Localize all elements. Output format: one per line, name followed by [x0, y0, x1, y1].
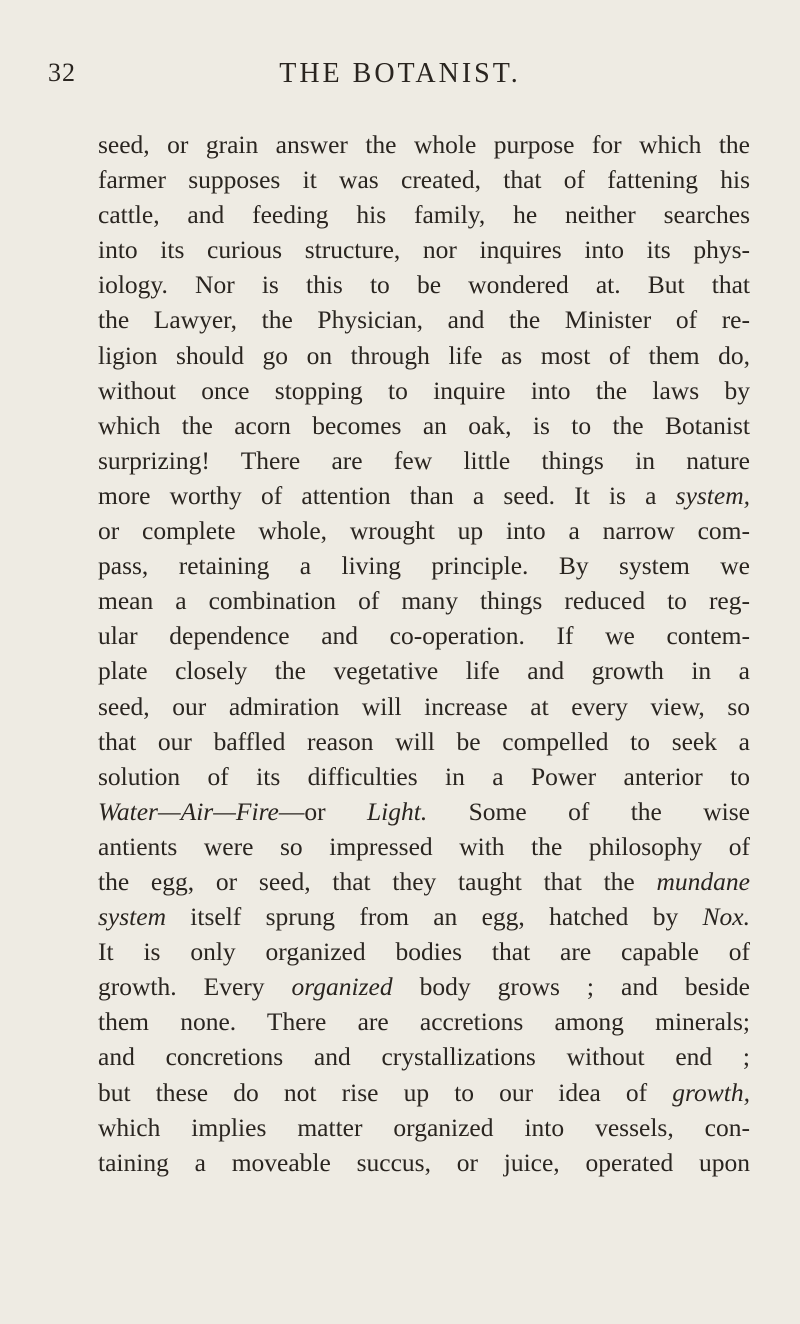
page-number: 32	[48, 58, 76, 87]
text-line	[98, 618, 750, 653]
text-line	[98, 338, 750, 373]
text-line	[98, 1004, 750, 1039]
text-segment: into its curious structure, nor inquires into its phys-	[98, 235, 750, 265]
text-segment: It is only organized bodies that are capable of	[98, 937, 750, 967]
text-line	[98, 232, 750, 267]
text-line	[98, 829, 750, 864]
text-segment: iology. Nor is this to be wondered at. But that	[98, 270, 750, 300]
text-segment: ligion should go on through life as most of them do,	[98, 340, 750, 370]
text-segment: —or	[278, 796, 367, 826]
text-line	[98, 1039, 750, 1074]
italic-text: growth,	[672, 1077, 750, 1107]
text-segment: taining a moveable succus, or juice, operated upon	[98, 1147, 750, 1177]
text-segment: itself sprung from an egg, hatched by	[165, 902, 703, 932]
italic-text: system	[98, 902, 166, 932]
text-segment: mean a combination of many things reduced to reg-	[98, 586, 750, 616]
text-segment: which the acorn becomes an oak, is to the Botanist	[98, 410, 750, 440]
text-line	[98, 1075, 750, 1110]
text-line	[98, 899, 750, 934]
text-segment: body grows ; and beside	[392, 972, 750, 1002]
text-segment: which implies matter organized into vessels, con-	[98, 1112, 750, 1142]
text-line	[98, 759, 750, 794]
text-segment: or complete whole, wrought up into a narrow com-	[98, 516, 750, 546]
text-line	[98, 267, 750, 302]
text-line	[98, 548, 750, 583]
italic-text: system,	[675, 480, 750, 510]
text-line	[98, 197, 750, 232]
text-segment: that our baffled reason will be compelled to seek a	[98, 726, 750, 756]
italic-text: mundane	[656, 866, 750, 896]
text-line	[98, 408, 750, 443]
page-header	[0, 58, 800, 98]
text-line	[98, 864, 750, 899]
text-segment: without once stopping to inquire into the laws by	[98, 375, 750, 405]
text-line	[98, 934, 750, 969]
text-segment: cattle, and feeding his family, he neither searches	[98, 200, 750, 230]
text-segment: antients were so impressed with the philosophy of	[98, 831, 750, 861]
text-line	[98, 583, 750, 618]
italic-text: Water—Air—Fire	[98, 796, 279, 826]
text-segment: seed, or grain answer the whole purpose for which the	[98, 130, 750, 159]
text-segment: and concretions and crystallizations without end ;	[98, 1042, 750, 1072]
text-segment: pass, retaining a living principle. By system we	[98, 551, 750, 581]
running-title: THE BOTANIST.	[279, 58, 521, 89]
text-line	[98, 162, 750, 197]
text-segment: the Lawyer, the Physician, and the Minister of re-	[98, 305, 750, 335]
text-segment: farmer supposes it was created, that of fattening his	[98, 165, 750, 195]
text-segment: surprizing! There are few little things in nature	[98, 445, 750, 475]
text-line	[98, 443, 750, 478]
text-line	[98, 794, 750, 829]
text-line	[98, 1145, 750, 1180]
body-text	[98, 127, 750, 1180]
text-segment: the egg, or seed, that they taught that the	[98, 866, 657, 896]
text-segment: Some of the wise	[427, 796, 750, 826]
text-segment: plate closely the vegetative life and growth in a	[98, 656, 750, 686]
text-line	[98, 302, 750, 337]
text-segment: them none. There are accretions among minerals;	[98, 1007, 750, 1037]
italic-text: organized	[291, 972, 393, 1002]
text-segment: but these do not rise up to our idea of	[98, 1077, 673, 1107]
text-line	[98, 478, 750, 513]
text-line	[98, 724, 750, 759]
text-line	[98, 1110, 750, 1145]
text-segment: more worthy of attention than a seed. It is a	[98, 480, 676, 510]
text-segment: growth. Every	[98, 972, 292, 1002]
text-line	[98, 513, 750, 548]
text-segment: seed, our admiration will increase at every view, so	[98, 691, 750, 721]
text-line	[98, 689, 750, 724]
text-segment: ular dependence and co-operation. If we contem-	[98, 621, 750, 651]
italic-text: Light.	[367, 796, 428, 826]
text-line	[98, 653, 750, 688]
text-line	[98, 969, 750, 1004]
text-line	[98, 127, 750, 162]
text-line	[98, 373, 750, 408]
italic-text: Nox.	[702, 902, 750, 932]
text-segment: solution of its difficulties in a Power anterior to	[98, 761, 750, 791]
